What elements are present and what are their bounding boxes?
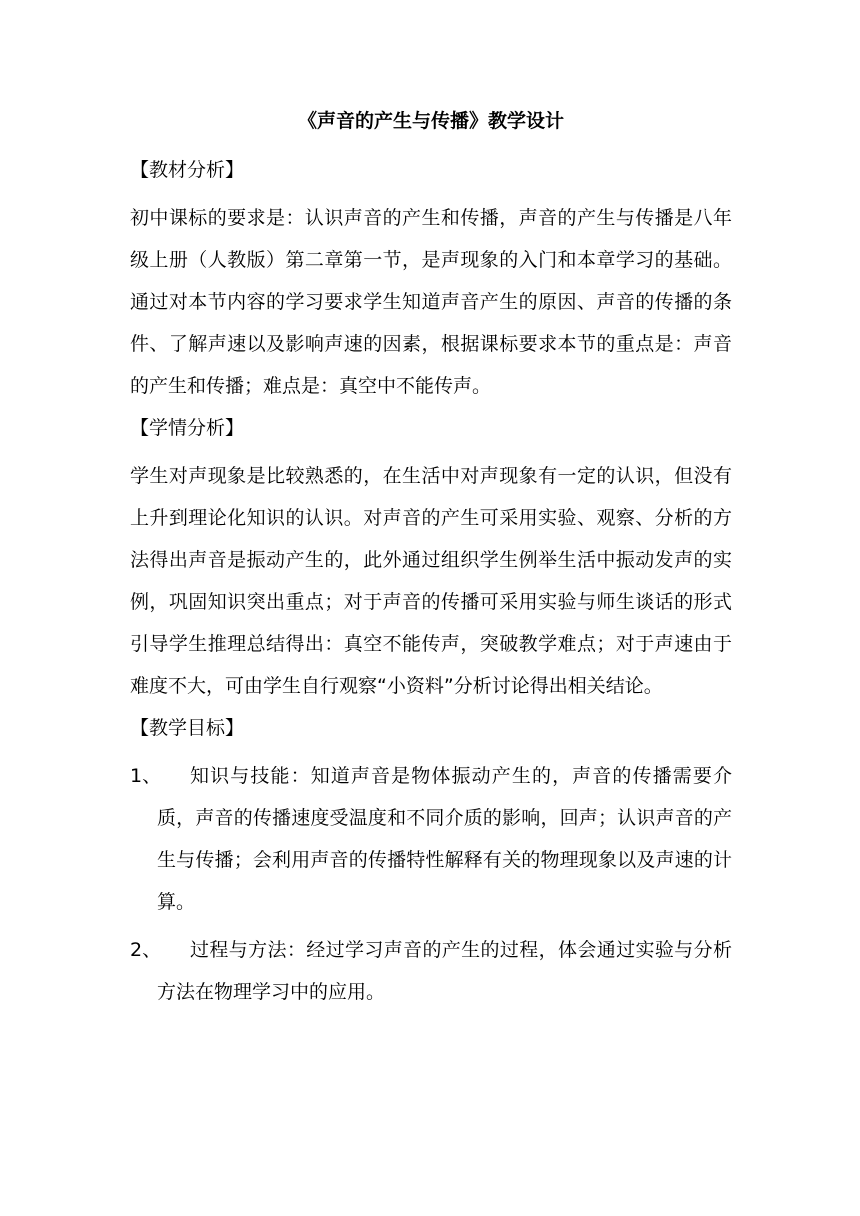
section-heading-student-analysis: 【学情分析】 <box>130 417 245 439</box>
paragraph-student-analysis: 学生对声现象是比较熟悉的，在生活中对声现象有一定的认识，但没有上升到理论化知识的认识。对声音的产生可采用实验、观察、分析的方法得出声音是振动产生的，此外通过组织学生例举生活中振动发声的实例，巩固知识突出重点；对于声音的传播可采用实验与师生谈话的形式引导学生推理总结得出：真空不能传声，突破教学难点；对于声速由于难度不大，可由学生自行观察“小资料”分析讨论得出相关结论。 <box>130 465 732 697</box>
section-textbook-analysis <box>130 155 732 407</box>
list-item <box>130 929 732 1013</box>
section-heading-teaching-objectives: 【教学目标】 <box>130 717 245 739</box>
section-heading-textbook-analysis: 【教材分析】 <box>130 159 245 181</box>
section-student-analysis <box>130 413 732 707</box>
paragraph-textbook-analysis: 初中课标的要求是：认识声音的产生和传播，声音的产生与传播是八年级上册（人教版）第二章第一节，是声现象的入门和本章学习的基础。通过对本节内容的学习要求学生知道声音产生的原因、声音的传播的条件、了解声速以及影响声速的因素，根据课标要求本节的重点是：声音的产生和传播；难点是：真空中不能传声。 <box>130 207 732 397</box>
document-title: 《声音的产生与传播》教学设计 <box>297 110 564 132</box>
document-page <box>130 108 732 1019</box>
list-item-text: 过程与方法：经过学习声音的产生的过程，体会通过实验与分析方法在物理学习中的应用。 <box>157 939 732 1003</box>
list-item-number: 1、 <box>130 765 162 787</box>
list-item-text: 知识与技能：知道声音是物体振动产生的，声音的传播需要介质，声音的传播速度受温度和不同介质的影响，回声；认识声音的产生与传播；会利用声音的传播特性解释有关的物理现象以及声速的计算。 <box>157 765 732 913</box>
list-item <box>130 755 732 923</box>
list-item-number: 2、 <box>130 939 162 961</box>
objectives-list <box>130 755 732 1013</box>
section-teaching-objectives <box>130 713 732 1013</box>
